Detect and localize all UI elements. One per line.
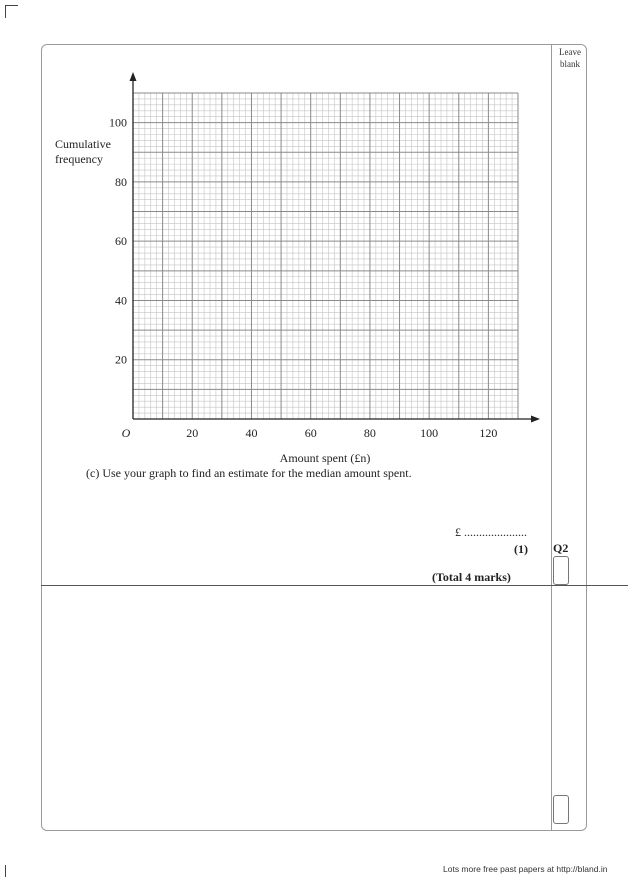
mark-box-bottom[interactable] [553,795,569,824]
x-tick-label: 100 [420,426,439,440]
footer-text: Lots more free past papers at http://bland.in [443,864,608,874]
origin-label: O [121,426,131,440]
x-tick-label: 20 [186,426,199,440]
x-tick-label: 60 [304,426,317,440]
x-tick-label: 120 [479,426,498,440]
y-tick-label: 20 [115,352,127,367]
mark-box-q2[interactable] [553,556,569,585]
question-number: Q2 [553,541,569,555]
tick-labels [109,116,497,465]
y-tick-label: 40 [115,293,127,308]
answer-line[interactable]: £ ..................... [455,525,527,539]
y-axis-arrow [130,72,137,81]
major-grid [133,93,518,419]
x-axis-label: Amount spent (£n) [279,451,371,465]
leave-blank-label: Leave blank [559,47,581,69]
total-marks-label: (Total 4 marks) [432,570,511,584]
y-axis-label: Cumulative frequency [55,137,111,166]
minor-grid [133,93,518,419]
x-tick-label: 40 [245,426,258,440]
x-tick-label: 80 [363,426,376,440]
y-tick-label: 80 [115,174,127,189]
y-tick-label: 60 [115,234,127,249]
x-axis-arrow [531,416,540,423]
y-tick-label: 100 [109,115,127,130]
marks-label: (1) [514,542,528,556]
question-part-c: (c) Use your graph to find an estimate for the median amount spent. [86,466,412,480]
